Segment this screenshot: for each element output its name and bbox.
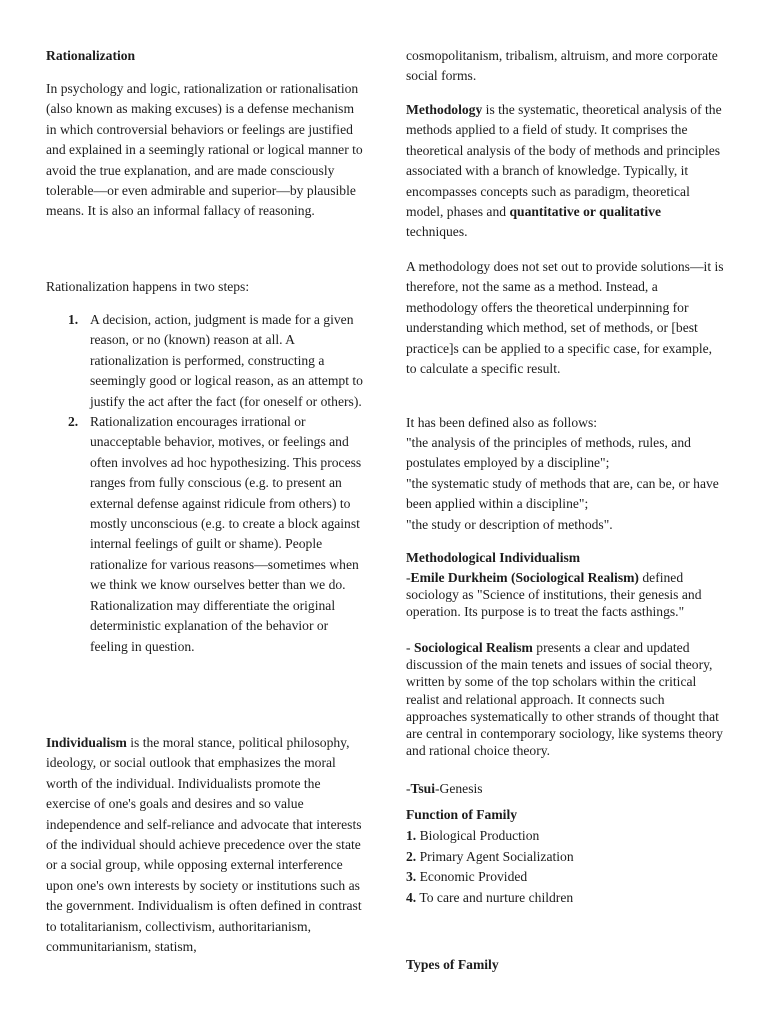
sociological-realism-text: presents a clear and updated discussion of the main tenets and issues of social theory, written by some of the top scholars within the critical realist and relational approach. It connects such approaches systematically to other strands of thought that are central in contemporary sociology, like systems theory and rational choice theory. [406, 640, 723, 759]
family-function-item [406, 888, 724, 908]
item-text: To care and nurture children [416, 890, 574, 905]
definition-2: "the systematic study of methods that are, can be, or have been applied within a discipline"; [406, 476, 719, 512]
definition-1: "the analysis of the principles of methods, rules, and postulates employed by a discipline"; [406, 435, 691, 471]
tsui-line [406, 780, 724, 797]
item-number: 3. [406, 869, 417, 884]
family-function-item [406, 826, 724, 846]
dash-prefix: - [406, 570, 411, 585]
list-item [46, 412, 364, 657]
definition-3: "the study or description of methods". [406, 517, 613, 532]
tsui-text: -Genesis [434, 781, 483, 796]
methodology-term: Methodology [406, 102, 483, 117]
durkheim-term: Emile Durkheim (Sociological Realism) [410, 570, 639, 585]
step-text: Rationalization encourages irrational or unacceptable behavior, motives, or feelings and often involves ad hoc hypothesizing. This process ranges from fully conscious (e.g. to present an external defense against ridicule from others) to mostly unconscious (e.g. to create a block against internal feelings of guilt or shame). People rationalize for various reasons—sometimes when we think we know ourselves better than we do. Rationalization may differentiate the original deterministic explanation of the behavior or feeling in question. [90, 414, 362, 654]
item-number: 4. [406, 890, 417, 905]
methodology-text-end: techniques. [406, 224, 468, 240]
list-item [46, 310, 364, 412]
continuation-text: cosmopolitanism, tribalism, altruism, and more corporate social forms. [406, 48, 718, 84]
rationalization-heading: Rationalization [46, 48, 136, 63]
step-number: 1. [68, 312, 79, 327]
sociological-realism-term: Sociological Realism [413, 640, 533, 655]
individualism-paragraph [46, 733, 364, 957]
methodology-bold-phrase: quantitative or qualitative [509, 204, 662, 220]
individualism-term: Individualism [46, 735, 127, 750]
methodological-individualism-heading: Methodological Individualism [406, 550, 581, 565]
item-number: 2. [406, 849, 417, 864]
steps-list [46, 310, 364, 657]
item-text: Economic Provided [416, 869, 528, 884]
family-function-item [406, 867, 724, 887]
step-number: 2. [68, 414, 79, 430]
sociological-realism-paragraph [406, 639, 724, 759]
function-of-family-heading: Function of Family [406, 807, 518, 822]
steps-intro: Rationalization happens in two steps: [46, 279, 250, 294]
tsui-term: Tsui [410, 781, 435, 796]
methodology-text: is the systematic, theoretical analysis of the methods applied to a field of study. It comprises the theoretical analysis of the body of methods and principles associated with a branch of knowledge. Typically, it encompasses concepts such as paradigm, theoretical model, phases and [406, 102, 722, 220]
durkheim-paragraph [406, 569, 724, 621]
dash-prefix: - [406, 781, 411, 796]
item-text: Primary Agent Socialization [416, 849, 574, 864]
rationalization-intro: In psychology and logic, rationalization or rationalisation (also known as making excuses) is a defense mechanism in which controversial behaviors or feelings are justified and explained in a seemingly rational or logical manner to avoid the true explanation, and are made consciously tolerable—or even admirable and superior—by plausible means. It is also an informal fallacy of reasoning. [46, 81, 363, 219]
individualism-text: is the moral stance, political philosophy, ideology, or social outlook that emphasizes the moral worth of the individual. Individualists promote the exercise of one's goals and desires and so value independence and self-reliance and advocate that interests of the individual should achieve precedence over the state or a social group, while opposing external interference upon one's own interests by society or institutions such as the government. Individualism is often defined in contrast to totalitarianism, collectivism, authoritarianism, communitarianism, statism, [46, 735, 362, 955]
methodology-paragraph [406, 100, 724, 243]
family-function-item [406, 847, 724, 867]
dash-prefix: - [406, 640, 414, 655]
durkheim-text: defined sociology as "Science of institutions, their genesis and operation. Its purpose is to treat the facts asthings." [406, 570, 702, 620]
item-text: Biological Production [416, 828, 540, 843]
types-of-family-heading: Types of Family [406, 957, 499, 972]
step-text: A decision, action, judgment is made for a given reason, or no (known) reason at all. A rationalization is performed, constructing a seemingly good or logical reason, as an attempt to justify the act after the fact (for oneself or others). [90, 312, 363, 409]
defined-intro: It has been defined also as follows: [406, 415, 598, 430]
methodology-paragraph-2: A methodology does not set out to provide solutions—it is therefore, not the same as a method. Instead, a methodology offers the theoretical underpinning for understanding which method, set of methods, or [best practice]s can be applied to a specific case, for example, to calculate a specific result. [406, 259, 724, 377]
item-number: 1. [406, 828, 417, 843]
